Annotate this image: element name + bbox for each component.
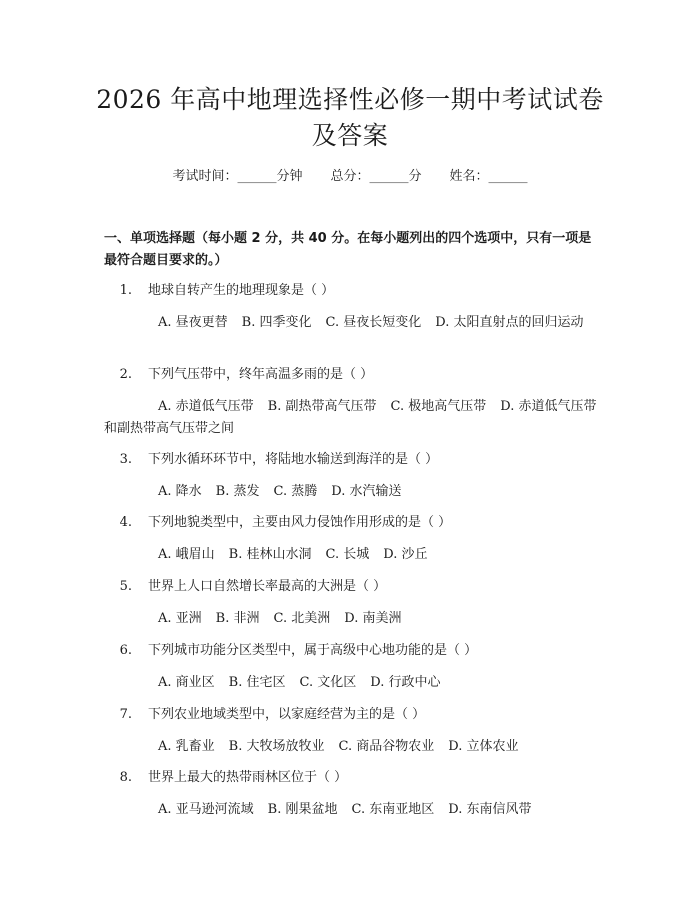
option-d: D. 行政中心 <box>370 675 441 690</box>
question-3-options <box>104 481 604 503</box>
question-stem: 下列水循环环节中，将陆地水输送到海洋的是（ ） <box>148 452 439 467</box>
option-c: C. 东南亚地区 <box>351 802 435 817</box>
option-b: B. 桂林山水洞 <box>228 547 312 562</box>
question-4 <box>104 512 600 534</box>
question-number: 8. <box>119 770 132 785</box>
option-c: C. 长城 <box>325 547 370 562</box>
exam-info <box>0 168 700 186</box>
question-stem: 地球自转产生的地理现象是（ ） <box>148 283 335 298</box>
option-a: A. 昼夜更替 <box>158 315 228 330</box>
question-stem: 世界上最大的热带雨林区位于（ ） <box>148 770 348 785</box>
option-b: B. 非洲 <box>215 611 260 626</box>
section-heading: 一、单项选择题（每小题 2 分，共 40 分。在每小题列出的四个选项中，只有一项是最符合题目要求的。） <box>104 231 592 268</box>
question-stem: 下列地貌类型中，主要由风力侵蚀作用形成的是（ ） <box>148 515 452 530</box>
option-d: D. 水汽输送 <box>331 484 402 499</box>
question-2 <box>104 364 600 386</box>
option-c: C. 昼夜长短变化 <box>325 315 422 330</box>
option-d: D. 太阳直射点的回归运动 <box>435 315 584 330</box>
question-7-options <box>104 736 604 758</box>
option-d: D. 赤道低气压带和副热带高气压带之间 <box>104 399 597 436</box>
question-number: 6. <box>119 643 132 658</box>
question-number: 3. <box>119 452 132 467</box>
option-b: B. 刚果盆地 <box>267 802 338 817</box>
option-a: A. 赤道低气压带 <box>158 399 254 414</box>
document-title <box>60 82 640 154</box>
question-number: 2. <box>119 367 132 382</box>
question-5-options <box>104 608 604 630</box>
question-stem: 下列农业地域类型中，以家庭经营为主的是（ ） <box>148 707 426 722</box>
question-1 <box>104 280 600 302</box>
question-7 <box>104 704 600 726</box>
total-score-field: 总分：______分 <box>330 169 422 184</box>
question-1-options <box>104 312 604 334</box>
question-6-options <box>104 672 604 694</box>
option-d: D. 沙丘 <box>383 547 428 562</box>
question-5 <box>104 576 600 598</box>
option-c: C. 蒸腾 <box>273 484 318 499</box>
option-c: C. 北美洲 <box>273 611 331 626</box>
option-b: B. 蒸发 <box>215 484 260 499</box>
question-2-options <box>104 396 604 440</box>
student-name-field: 姓名：______ <box>449 169 528 184</box>
option-c: C. 文化区 <box>299 675 357 690</box>
question-number: 7. <box>119 707 132 722</box>
question-number: 5. <box>119 579 132 594</box>
title-line-1: 2026 年高中地理选择性必修一期中考试试卷 <box>96 85 604 114</box>
option-b: B. 住宅区 <box>228 675 286 690</box>
question-stem: 世界上人口自然增长率最高的大洲是（ ） <box>148 579 387 594</box>
option-c: C. 商品谷物农业 <box>338 739 435 754</box>
option-a: A. 商业区 <box>158 675 215 690</box>
question-number: 4. <box>119 515 132 530</box>
option-a: A. 亚马逊河流域 <box>158 802 254 817</box>
question-8-options <box>104 799 604 821</box>
option-a: A. 亚洲 <box>158 611 202 626</box>
exam-time-field: 考试时间：______分钟 <box>172 169 303 184</box>
option-d: D. 立体农业 <box>448 739 519 754</box>
option-b: B. 四季变化 <box>241 315 312 330</box>
question-6 <box>104 640 600 662</box>
option-b: B. 大牧场放牧业 <box>228 739 325 754</box>
option-a: A. 乳畜业 <box>158 739 215 754</box>
option-a: A. 降水 <box>158 484 202 499</box>
question-8 <box>104 767 600 789</box>
option-b: B. 副热带高气压带 <box>267 399 377 414</box>
option-d: D. 南美洲 <box>344 611 402 626</box>
question-stem: 下列城市功能分区类型中，属于高级中心地功能的是（ ） <box>148 643 478 658</box>
option-a: A. 峨眉山 <box>158 547 215 562</box>
question-4-options <box>104 544 604 566</box>
question-3 <box>104 449 600 471</box>
question-number: 1. <box>119 283 132 298</box>
title-line-2: 及答案 <box>311 121 389 150</box>
option-d: D. 东南信风带 <box>448 802 532 817</box>
question-stem: 下列气压带中，终年高温多雨的是（ ） <box>148 367 374 382</box>
option-c: C. 极地高气压带 <box>390 399 487 414</box>
